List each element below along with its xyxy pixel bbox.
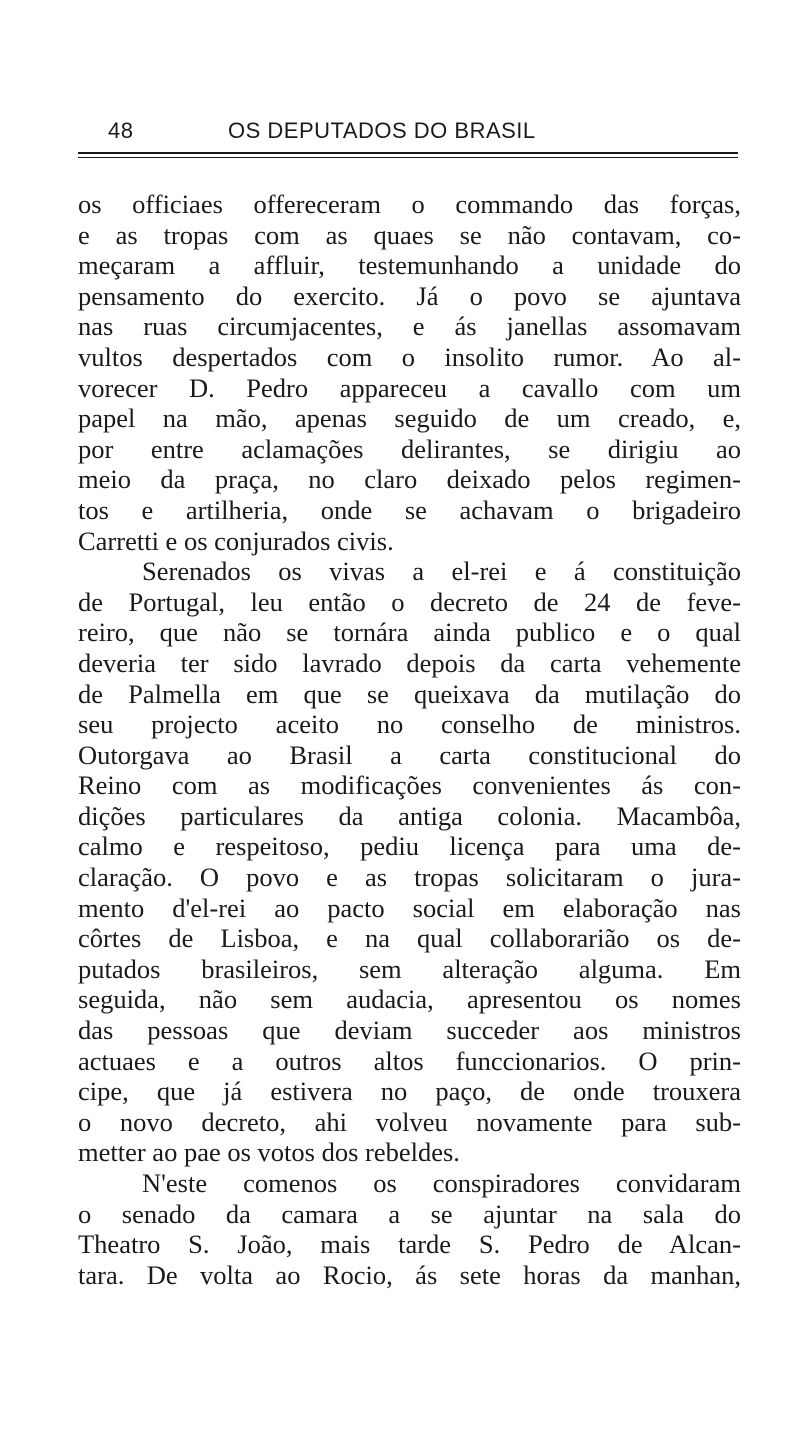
text-line: claração. O povo e as tropas solicitaram o jura-: [78, 862, 741, 893]
text-line: Carretti e os conjurados civis.: [78, 525, 394, 556]
text-line: reiro, que não se tornára ainda publico e o qual: [78, 617, 741, 648]
page-number: 48: [108, 118, 134, 143]
text-line: Reino com as modificações convenientes ás con-: [78, 770, 741, 801]
text-line: vorecer D. Pedro appareceu a cavallo com um: [78, 372, 741, 403]
running-head: [78, 114, 738, 150]
text-line: por entre aclamações delirantes, se dirigiu ao: [78, 433, 741, 464]
text-line: o senado da camara a se ajuntar na sala do: [78, 1198, 741, 1229]
text-line: de Palmella em que se queixava da mutilação do: [78, 678, 741, 709]
text-line: meçaram a affluir, testemunhando a unidade do: [78, 250, 741, 281]
text-line: de Portugal, leu então o decreto de 24 de feve-: [78, 586, 741, 617]
paragraph-3: [78, 1168, 741, 1290]
text-line: côrtes de Lisboa, e na qual collaborarião os de-: [78, 923, 741, 954]
header-rule-top: [78, 152, 738, 154]
text-line: seu projecto aceito no conselho de ministros.: [78, 709, 741, 740]
text-line: seguida, não sem audacia, apresentou os nomes: [78, 984, 741, 1015]
text-line: Outorgava ao Brasil a carta constitucional do: [78, 739, 741, 770]
text-line: deveria ter sido lavrado depois da carta vehemente: [78, 647, 741, 678]
text-line: o novo decreto, ahi volveu novamente para sub-: [78, 1106, 741, 1137]
header-rule-bottom: [78, 157, 738, 158]
text-line: tara. De volta ao Rocio, ás sete horas da manhan,: [78, 1259, 741, 1290]
text-line: Serenados os vivas a el-rei e á constituição: [142, 556, 741, 587]
text-line: actuaes e a outros altos funccionarios. O prin-: [78, 1045, 741, 1076]
text-line: putados brasileiros, sem alteração alguma. Em: [78, 953, 741, 984]
text-line: cipe, que já estivera no paço, de onde trouxera: [78, 1076, 741, 1107]
text-line: Theatro S. João, mais tarde S. Pedro de Alcan-: [78, 1229, 741, 1260]
text-line: papel na mão, apenas seguido de um creado, e,: [78, 403, 741, 434]
paragraph-1: [78, 189, 741, 556]
text-line: tos e artilheria, onde se achavam o brigadeiro: [78, 494, 741, 525]
text-line: das pessoas que deviam succeder aos ministros: [78, 1015, 741, 1046]
text-line: mento d'el-rei ao pacto social em elaboração nas: [78, 892, 741, 923]
running-title: OS DEPUTADOS DO BRASIL: [228, 118, 536, 143]
text-line: vultos despertados com o insolito rumor. Ao al-: [78, 341, 741, 372]
text-line: meio da praça, no claro deixado pelos regimen-: [78, 464, 741, 495]
text-line: dições particulares da antiga colonia. Macambôa,: [78, 800, 741, 831]
paragraph-2: [78, 556, 741, 1168]
text-line: N'este comenos os conspiradores convidaram: [142, 1168, 741, 1198]
text-line: os officiaes offereceram o commando das forças,: [78, 189, 741, 219]
text-line: calmo e respeitoso, pediu licença para uma de-: [78, 831, 741, 862]
text-line: pensamento do exercito. Já o povo se ajuntava: [78, 280, 741, 311]
text-line: e as tropas com as quaes se não contavam, co-: [78, 219, 741, 250]
body-text: [78, 189, 741, 1290]
text-line: metter ao pae os votos dos rebeldes.: [78, 1137, 460, 1168]
text-line: nas ruas circumjacentes, e ás janellas assomavam: [78, 311, 741, 342]
